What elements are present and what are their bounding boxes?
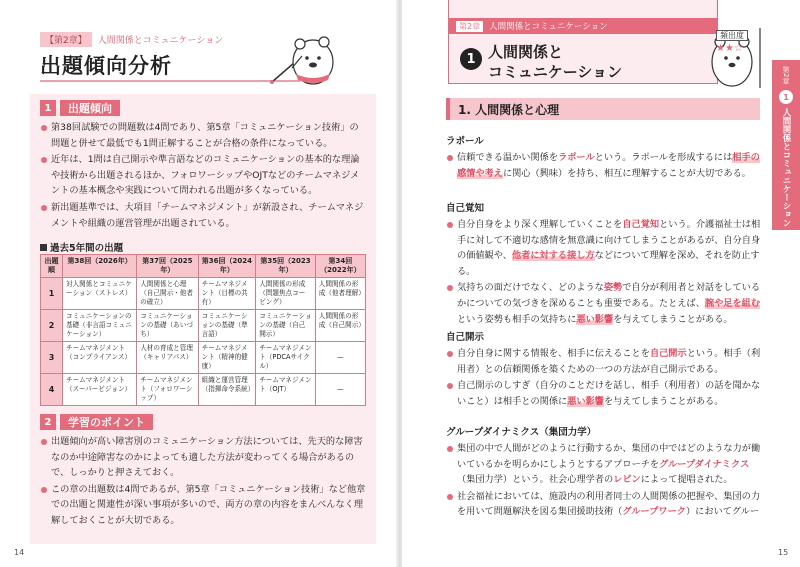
- text-run: によって提唱された。: [640, 474, 733, 486]
- table-row: [41, 310, 366, 342]
- text-run: という。ラポールを形成するには: [594, 152, 733, 163]
- topic-body-rapport: [446, 150, 764, 182]
- table-header-row: [41, 255, 366, 278]
- points-bullets: [40, 434, 366, 530]
- table-cell: —: [315, 374, 365, 406]
- table-cell: チームマネジメント（フォロワーシップ）: [137, 374, 198, 406]
- title-line: 人間関係と: [488, 43, 564, 61]
- section-label: 出題傾向: [60, 100, 120, 116]
- row-index: 4: [41, 374, 63, 406]
- keyword-highlight: グループワーク: [622, 506, 686, 518]
- list-item: [446, 280, 764, 327]
- bear-mascot-icon: [258, 22, 338, 92]
- side-tab-number: 1: [779, 90, 793, 104]
- text-run: 気持ちの面だけでなく、どのような: [457, 282, 604, 294]
- list-item: この章の出題数は4問であるが、第5章「コミュニケーション技術」など他章での出題と関連性が深い事項が多いので、両方の章の内容をまんべんなく理解しておくことが大切である。: [40, 482, 366, 529]
- keyword-highlight: 自己覚知: [622, 219, 660, 230]
- side-tab-chapter: 第2章: [782, 66, 790, 85]
- text-run: などについて理解を深め、それを防止する。: [457, 250, 760, 277]
- right-chapter-name: 人間関係とコミュニケーション: [489, 22, 608, 32]
- table-cell: 人材の育成と管理（キャリアパス）: [137, 342, 198, 374]
- frequency-label: 頻出度: [716, 30, 748, 41]
- table-row: [41, 278, 366, 310]
- text-run: という姿勢も相手の気持ちに: [457, 313, 577, 325]
- text-run: を与えてしまうことがある。: [613, 313, 733, 325]
- text-run: という。介護福祉士は相手に対して不適切な感情を無意識に向けてしまうことがあるが、自分自身の価値観や、: [457, 219, 761, 262]
- table-cell: 人間関係の形成（問題焦点コーピング）: [256, 278, 316, 310]
- text-run: 自分自身をより深く理解していくことを: [457, 219, 623, 230]
- table-cell: チームマネジメント（PDCAサイクル）: [256, 342, 316, 374]
- table-header: 第36回（2024年）: [198, 255, 256, 278]
- text-run: ）においてグルー: [685, 506, 760, 518]
- list-item: [446, 217, 764, 279]
- right-chapter-label: 第2章: [456, 21, 483, 32]
- table-cell: 人間関係の形成（他者理解）: [315, 278, 365, 310]
- list-item: 近年は、1問は自己開示や準言語などのコミュニケーションの基本的な理論や技術から出題されるほか、フォロワーシップやOJTなどのチームマネジメントの基本概念や実践について問われる出題が多くなっている。: [40, 152, 366, 199]
- text-run: という。相手（利用者）との信頼関係を築くための一つの方法が自己開示である。: [457, 348, 761, 375]
- list-item: 出題傾向が高い障害別のコミュニケーション方法については、先天的な障害なのか中途障害なのかによっても適した方法が変わってくる場合があるので、しっかりと押さえておく。: [40, 434, 366, 481]
- list-item: [446, 441, 764, 488]
- row-index: 3: [41, 342, 63, 374]
- table-cell: チームマネジメント（コンプライアンス）: [63, 342, 137, 374]
- table-row: [41, 374, 366, 406]
- text-run: 自己開示のしすぎ（自分のことだけを話し、相手（利用者）の話を聞かないこと）は相手との関係に: [457, 380, 761, 407]
- section-heading-points: [40, 414, 153, 430]
- topic-body-group-dynamics: [446, 441, 764, 521]
- chapter-side-tab: [772, 60, 800, 230]
- topic-body-self-awareness: [446, 217, 764, 328]
- table-cell: —: [315, 342, 365, 374]
- right-page-title: [488, 42, 622, 82]
- page-number-left: 14: [14, 548, 25, 557]
- topic-title-self-awareness: 自己覚知: [446, 203, 485, 214]
- frequency-sign: [716, 30, 748, 54]
- topic-title-group-dynamics: グループダイナミクス（集団力学）: [446, 427, 597, 438]
- table-cell: コミュニケーションの基礎（あいづち）: [137, 310, 198, 342]
- keyword-highlight: 自己開示: [649, 348, 687, 359]
- frequency-stars: ★★☆: [716, 43, 743, 54]
- past-questions-table: [40, 254, 366, 406]
- list-item: [446, 346, 764, 377]
- text-run: 自分自身に関する情報を、相手に伝えることを: [457, 348, 650, 359]
- keyword-highlight: 腕や足を組む: [704, 297, 761, 309]
- table-cell: チームマネジメント（OJT）: [256, 374, 316, 406]
- text-run: 集団の中で人間がどのように行動するか、集団の中ではどのような力が働いているかを明らかにしようとするアプローチを: [457, 443, 761, 470]
- table-cell: 人間関係の形成（自己開示）: [315, 310, 365, 342]
- table-cell: チームマネジメント（スーパービジョン）: [63, 374, 137, 406]
- section-number: 1: [40, 100, 56, 116]
- table-cell: コミュニケーションの基礎（自己開示）: [256, 310, 316, 342]
- title-line: コミュニケーション: [488, 63, 623, 81]
- table-row: [41, 342, 366, 374]
- list-item: [446, 489, 764, 520]
- table-cell: 対人関係とコミュニケーション（ストレス）: [63, 278, 137, 310]
- keyword-highlight: 他者に対する接し方: [511, 250, 595, 262]
- table-cell: 組織と運営管理（指揮命令系統）: [198, 374, 256, 406]
- topic-title-self-disclosure: 自己開示: [446, 332, 485, 343]
- table-corner: 出題順: [41, 255, 63, 278]
- row-index: 1: [41, 278, 63, 310]
- left-chapter-label: 【第2章】: [40, 32, 92, 47]
- topic-body-self-disclosure: [446, 346, 764, 410]
- row-index: 2: [41, 310, 63, 342]
- table-cell: チームマネジメント（目標の共有）: [198, 278, 256, 310]
- keyword-highlight: 悪い影響: [567, 395, 604, 407]
- text-run: （集団力学）という。社会心理学者の: [457, 474, 614, 486]
- section-label: 学習のポイント: [60, 414, 153, 430]
- list-item: [446, 378, 764, 409]
- right-page: [402, 0, 800, 567]
- page-number-right: 15: [778, 548, 789, 557]
- table-header: 第38回（2026年）: [63, 255, 137, 278]
- section-heading-trend: [40, 100, 120, 116]
- text-run: 信頼できる温かい関係を: [457, 152, 559, 163]
- page-title: 出題傾向分析: [40, 54, 172, 78]
- keyword-highlight: レビン: [613, 474, 641, 486]
- table-cell: チームマネジメント（精神的健康）: [198, 342, 256, 374]
- left-chapter-tag: [40, 32, 223, 47]
- table-header: 第37回（2025年）: [137, 255, 198, 278]
- side-tab-title: 人間関係とコミュニケーション: [781, 108, 791, 228]
- topic-title-rapport: ラポール: [446, 136, 484, 147]
- left-chapter-name: 人間関係とコミュニケーション: [97, 36, 224, 46]
- table-header: 第35回（2023年）: [256, 255, 316, 278]
- list-item: 第38回試験での問題数は4問であり、第5章「コミュニケーション技術」の問題と併せて最低でも1問正解することが合格の条件になっている。: [40, 120, 366, 151]
- table-cell: コミュニケーションの基礎（非言語コミュニケーション）: [63, 310, 137, 342]
- left-page: [0, 0, 398, 567]
- past-questions-title: 過去5年間の出題: [40, 240, 123, 254]
- trend-bullets: [40, 120, 366, 232]
- section-number: 2: [40, 414, 56, 430]
- text-run: に関心（興味）を持ち、相互に理解することが大切である。: [502, 167, 751, 179]
- right-chapter-bar: [448, 18, 718, 34]
- list-item: [446, 150, 764, 181]
- keyword-highlight: 姿勢: [603, 282, 623, 294]
- keyword-highlight: ラポール: [558, 152, 595, 163]
- text-run: を与えてしまうことがある。: [604, 395, 724, 407]
- subsection-heading: 1. 人間関係と心理: [446, 98, 760, 120]
- table-cell: 人間関係と心理（自己開示・他者の確立）: [137, 278, 198, 310]
- table-header: 第34回（2022年）: [315, 255, 365, 278]
- table-cell: コミュニケーションの基礎（準言語）: [198, 310, 256, 342]
- keyword-highlight: 相手の感情や考え: [457, 152, 760, 179]
- list-item: 新出題基準では、大項目「チームマネジメント」が新設され、チームマネジメントや組織の運営管理が出題されている。: [40, 200, 366, 231]
- section-number-circle: 1: [460, 48, 482, 70]
- text-run: 社会福祉においては、施設内の利用者同士の人間関係の把握や、集団の力を用いて問題解決を図る集団援助技術（: [457, 490, 761, 518]
- keyword-highlight: グループダイナミクス: [659, 458, 750, 470]
- text-run: で自分が利用者と対話をしているかについての気づきを深めることも重要である。たとえば、: [457, 282, 761, 309]
- keyword-highlight: 悪い影響: [576, 313, 614, 325]
